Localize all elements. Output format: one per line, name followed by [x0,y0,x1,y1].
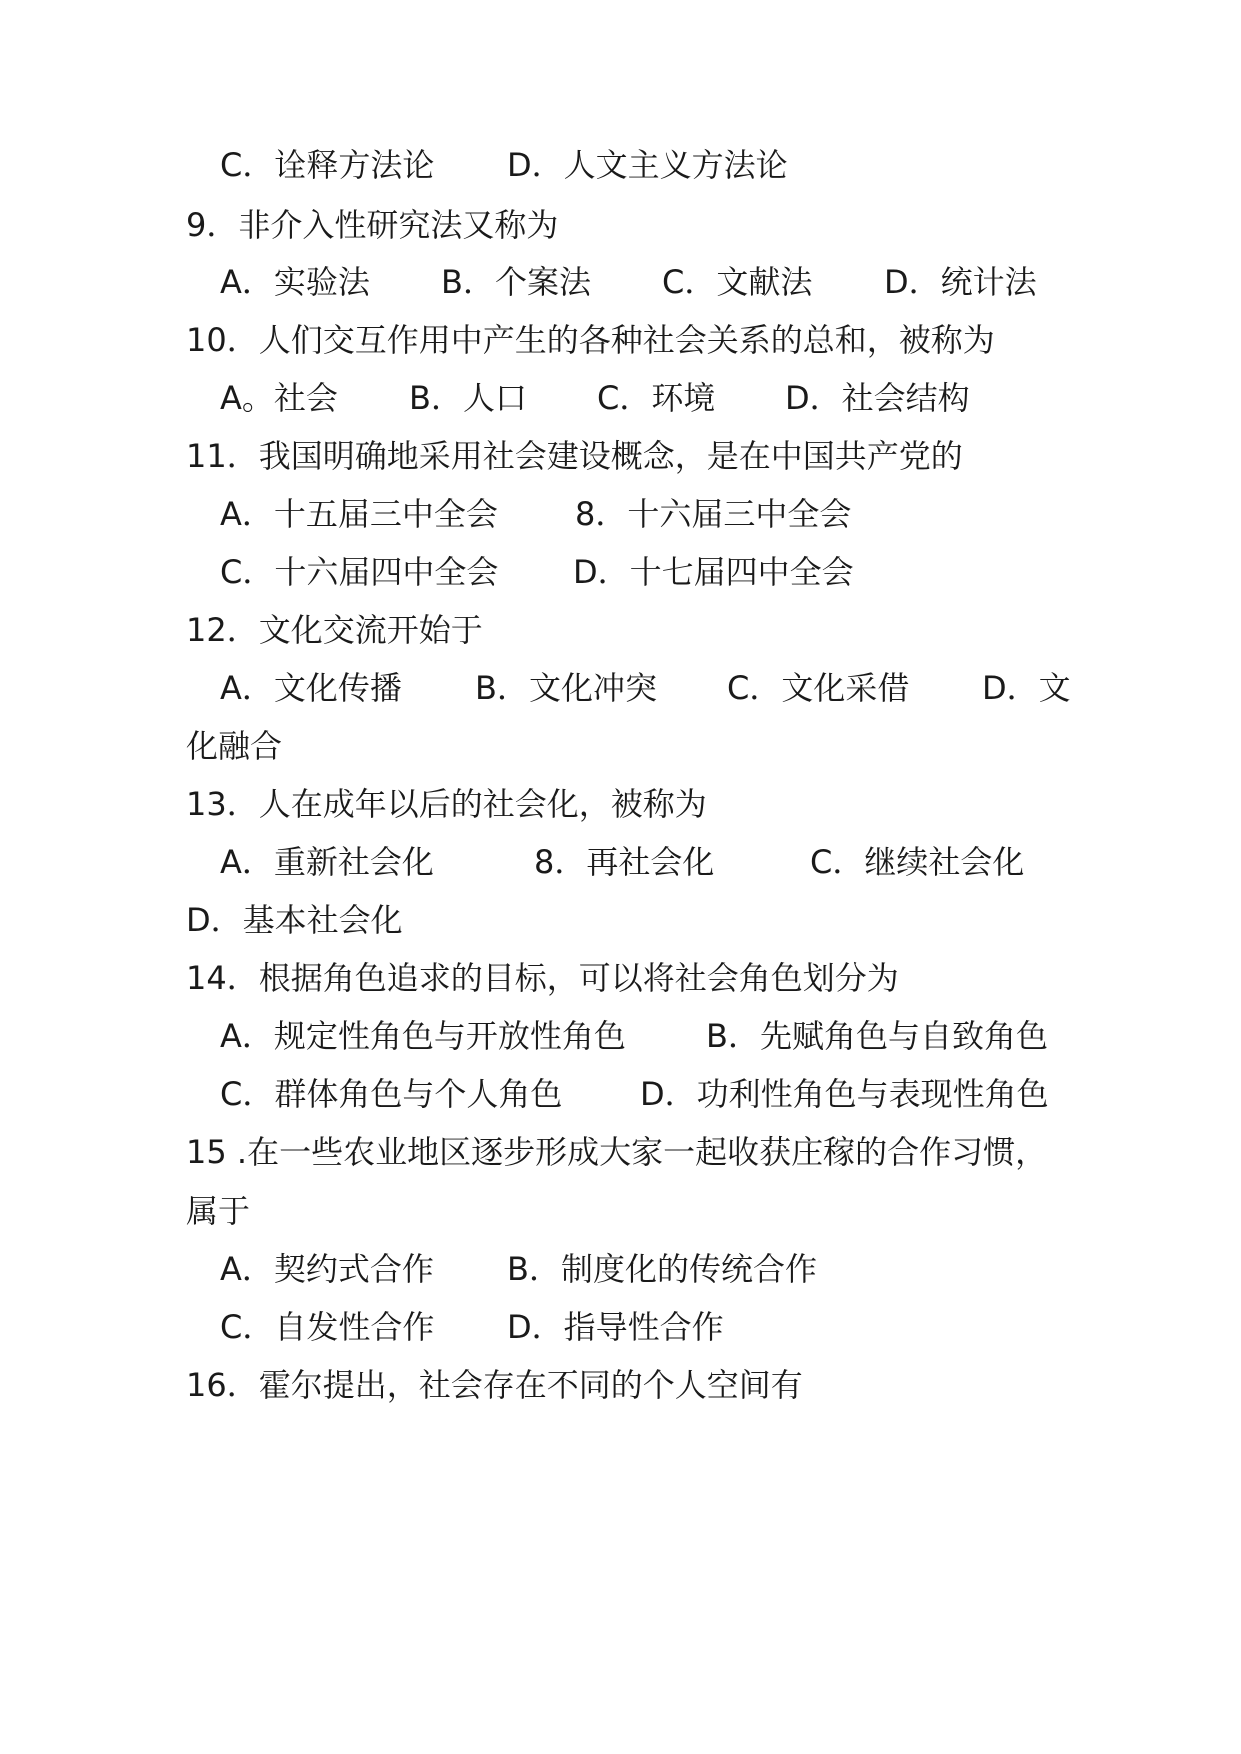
q11-option-a: A．十五届三中全会 [220,495,498,533]
q12-option-b: B．文化冲突 [475,669,657,707]
q13-stem: 13．人在成年以后的社会化，被称为 [186,785,707,823]
q12-stem: 12．文化交流开始于 [186,611,483,649]
q15-option-a: A．契约式合作 [220,1250,434,1288]
q9-option-c: C．文献法 [662,263,813,301]
q9-stem: 9．非介入性研究法又称为 [186,206,559,244]
q13-option-d: D．基本社会化 [186,901,403,939]
q14-option-c: C．群体角色与个人角色 [220,1075,563,1113]
q11-option-d: D．十七届四中全会 [573,553,854,591]
q15-option-b: B．制度化的传统合作 [507,1250,817,1288]
q9-option-b: B．个案法 [441,263,591,301]
q14-option-b: B．先赋角色与自致角色 [706,1017,1048,1055]
q11-option-c: C．十六届四中全会 [220,553,499,591]
q10-option-d: D．社会结构 [785,379,970,417]
q15-stem-end: 属于 [186,1192,251,1230]
q14-option-a: A．规定性角色与开放性角色 [220,1017,626,1055]
q11-option-b: 8．十六届三中全会 [575,495,852,533]
q9-option-a: A．实验法 [220,263,370,301]
q15-stem-start: 15 .在一些农业地区逐步形成大家一起收获庄稼的合作习惯， [186,1133,1048,1171]
q14-stem: 14．根据角色追求的目标，可以将社会角色划分为 [186,959,899,997]
q9-option-d: D．统计法 [884,263,1037,301]
q12-option-a: A．文化传播 [220,669,402,707]
q16-stem: 16．霍尔提出，社会存在不同的个人空间有 [186,1366,803,1404]
q13-option-b: 8．再社会化 [534,843,715,881]
q8-option-c: C．诠释方法论 [220,146,435,184]
q10-option-c: C．环境 [597,379,716,417]
q13-option-c: C．继续社会化 [810,843,1025,881]
q8-option-d: D．人文主义方法论 [507,146,788,184]
q15-option-c: C．自发性合作 [220,1308,435,1346]
q11-stem: 11．我国明确地采用社会建设概念，是在中国共产党的 [186,437,963,475]
q12-option-d-start: D．文 [982,669,1071,707]
q13-option-a: A．重新社会化 [220,843,434,881]
q14-option-d: D．功利性角色与表现性角色 [640,1075,1049,1113]
q10-stem: 10．人们交互作用中产生的各种社会关系的总和，被称为 [186,321,995,359]
q10-option-b: B．人口 [409,379,527,417]
q12-option-d-end: 化融合 [186,727,283,765]
q15-option-d: D．指导性合作 [507,1308,724,1346]
q10-option-a: A。社会 [220,379,338,417]
q12-option-c: C．文化采借 [727,669,910,707]
